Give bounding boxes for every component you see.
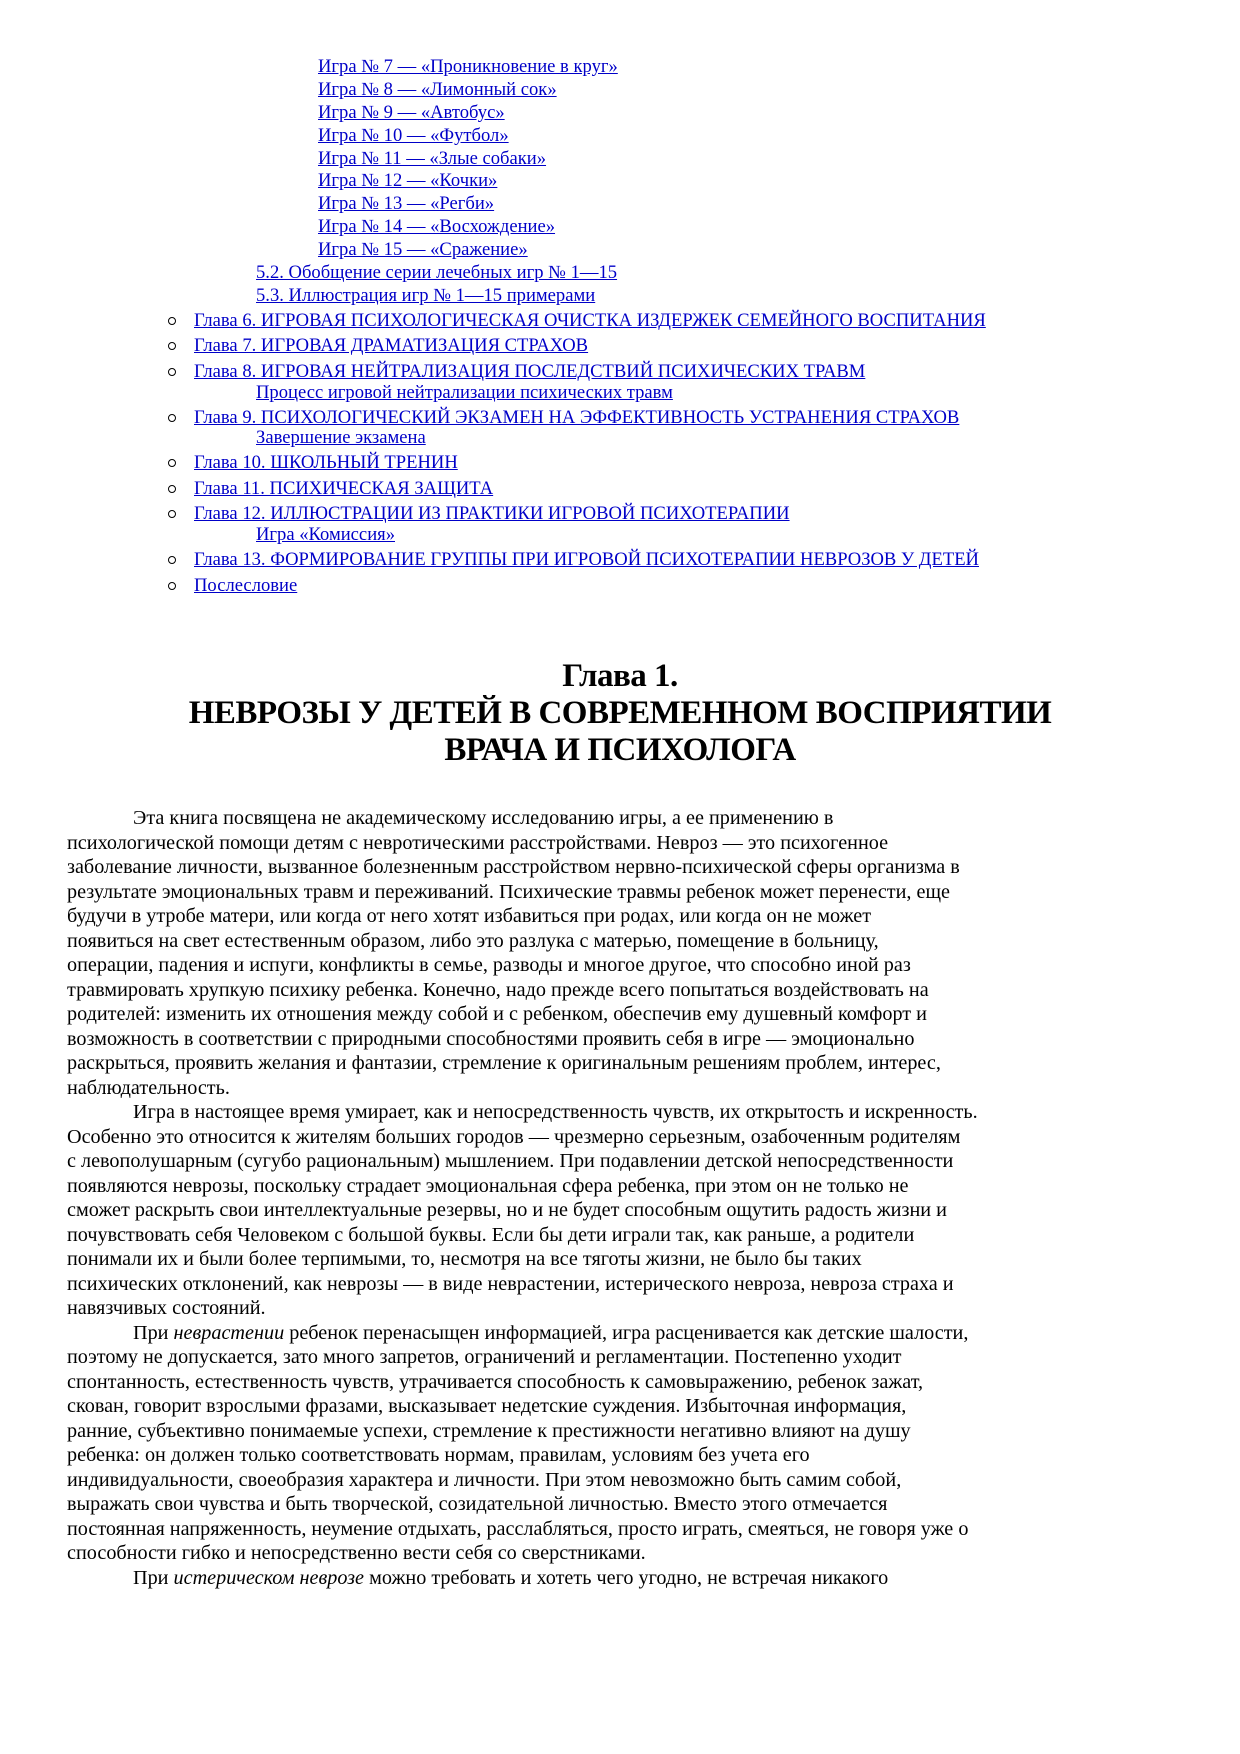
table-of-contents [0,56,1240,598]
toc-link[interactable]: Глава 12. ИЛЛЮСТРАЦИИ ИЗ ПРАКТИКИ ИГРОВОЙ ПСИХОТЕРАПИИ [194,503,790,525]
text-line: с левополушарным (сугубо рациональным) мышлением. При подавлении детской непосредственности [67,1150,954,1172]
toc-game-15 [0,239,1240,262]
text-line: операции, падения и испуги, конфликты в семье, разводы и многое другое, что способно иной раз [67,954,911,976]
toc-link[interactable]: Завершение экзамена [256,427,426,449]
text-line [67,1321,1187,1346]
toc-link[interactable]: Игра № 10 — «Футбол» [318,124,509,146]
toc-section-5-3 [0,285,1240,308]
chapter-heading [0,658,1240,769]
toc-section-5-2 [0,262,1240,285]
text-line: Игра в настоящее время умирает, как и непосредственность чувств, их открытость и искренность. [133,1101,978,1123]
toc-link[interactable]: Глава 9. ПСИХОЛОГИЧЕСКИЙ ЭКЗАМЕН НА ЭФФЕКТИВНОСТЬ УСТРАНЕНИЯ СТРАХОВ [194,406,960,428]
toc-chapter-9-sub [0,428,1240,450]
text-line: почувствовать себя Человеком с большой буквы. Если бы дети играли так, как раньше, а родители [67,1223,915,1246]
circle-bullet-icon [168,582,176,590]
text-line: раскрыться, проявить желания и фантазии, стремление к оригинальным решениям проблем, интерес, [67,1052,941,1074]
toc-link[interactable]: Игра № 15 — «Сражение» [318,239,528,261]
toc-link[interactable]: Глава 11. ПСИХИЧЕСКАЯ ЗАЩИТА [194,477,494,499]
toc-link[interactable]: Глава 8. ИГРОВАЯ НЕЙТРАЛИЗАЦИЯ ПОСЛЕДСТВИЙ ПСИХИЧЕСКИХ ТРАВМ [194,360,866,382]
toc-game-14 [0,216,1240,239]
text-line: результате эмоциональных травм и переживаний. Психические травмы ребенок может перенести, еще [67,880,950,903]
toc-game-13 [0,193,1240,216]
toc-game-9 [0,102,1240,125]
italic-term: истерическом неврозе [173,1566,365,1589]
text-line: психологической помощи детям с невротическими расстройствами. Невроз — это психогенное [67,831,889,854]
text-line: появляются неврозы, поскольку страдает эмоциональная сфера ребенка, при этом он не только не [67,1174,909,1197]
text-line: Особенно это относится к жителям больших городов — чрезмерно серьезным, озабоченным родителям [67,1125,961,1148]
text-line: выражать свои чувства и быть творческой, созидательной личностью. Вместо этого отмечается [67,1493,888,1515]
circle-bullet-icon [168,510,176,518]
toc-link[interactable]: Игра № 8 — «Лимонный сок» [318,78,557,100]
toc-link[interactable]: Игра № 11 — «Злые собаки» [318,147,547,169]
paragraph-2 [67,1100,1187,1321]
text-span: При [133,1321,174,1344]
text-line: спонтанность, естественность чувств, утрачивается способность к самовыражению, ребенок зажат, [67,1370,924,1393]
text-line: ранние, субъективно понимаемые успехи, стремление к престижности негативно влияют на душу [67,1419,911,1442]
toc-game-11 [0,148,1240,171]
toc-chapter-6 [0,308,1240,334]
text-line: появиться на свет естественным образом, либо это разлука с матерью, помещение в больницу, [67,929,879,952]
toc-link[interactable]: Глава 7. ИГРОВАЯ ДРАМАТИЗАЦИЯ СТРАХОВ [194,335,589,357]
text-line: понимали их и были более терпимыми, то, несмотря на все тяготы жизни, не было бы таких [67,1248,862,1270]
text-span: ребенок перенасыщен информацией, игра расценивается как детские шалости, [284,1321,969,1344]
toc-game-7 [0,56,1240,79]
circle-bullet-icon [168,342,176,350]
text-line: ребенка: он должен только соответствовать нормам, правилам, условиям без учета его [67,1444,810,1466]
toc-game-12 [0,170,1240,193]
text-line: постоянная напряженность, неумение отдыхать, расслабляться, просто играть, смеяться, не говоря уже о [67,1517,969,1540]
circle-bullet-icon [168,485,176,493]
chapter-title-line-1: НЕВРОЗЫ У ДЕТЕЙ В СОВРЕМЕННОМ ВОСПРИЯТИИ [188,695,1052,731]
italic-term: неврастении [173,1321,285,1344]
toc-link[interactable]: Послесловие [194,574,298,596]
toc-chapter-12-sub [0,525,1240,547]
circle-bullet-icon [168,368,176,376]
circle-bullet-icon [168,556,176,564]
text-line: возможность в соответствии с природными способностями проявить себя в игре — эмоционально [67,1027,915,1050]
toc-chapter-8-sub [0,383,1240,405]
toc-link[interactable]: Игра № 12 — «Кочки» [318,170,498,192]
toc-link[interactable]: Глава 6. ИГРОВАЯ ПСИХОЛОГИЧЕСКАЯ ОЧИСТКА ИЗДЕРЖЕК СЕМЕЙНОГО ВОСПИТАНИЯ [194,309,986,331]
chapter-title-line-2: ВРАЧА И ПСИХОЛОГА [444,732,796,768]
toc-link[interactable]: Игра № 9 — «Автобус» [318,101,505,123]
body-text [67,806,1187,1590]
chapter-number: Глава 1. [562,658,678,694]
paragraph-1 [67,806,1187,1100]
toc-link[interactable]: Игра «Комиссия» [256,523,395,545]
toc-link[interactable]: Игра № 13 — «Регби» [318,193,495,215]
text-line: индивидуальности, своеобразия характера и личности. При этом невозможно быть самим собой, [67,1468,902,1491]
toc-game-10 [0,125,1240,148]
text-span: При [133,1566,174,1589]
toc-chapter-7 [0,333,1240,359]
text-line: сможет раскрыть свои интеллектуальные резервы, но и не будет способным ощутить радость жизни и [67,1199,947,1221]
paragraph-4 [67,1566,1187,1591]
text-line: наблюдательность. [67,1076,230,1099]
toc-chapter-13 [0,547,1240,573]
toc-link[interactable]: 5.2. Обобщение серии лечебных игр № 1—15 [256,262,618,284]
toc-link[interactable]: Глава 10. ШКОЛЬНЫЙ ТРЕНИН [194,452,458,474]
text-line: родителей: изменить их отношения между собой и с ребенком, обеспечив ему душевный комфорт и [67,1003,927,1025]
toc-chapter-9 [0,405,1240,431]
text-line: будучи в утробе матери, или когда от него хотят избавиться при родах, или когда он не может [67,905,872,927]
toc-game-8 [0,79,1240,102]
circle-bullet-icon [168,459,176,467]
text-span: можно требовать и хотеть чего угодно, не встречая никакого [364,1566,889,1589]
circle-bullet-icon [168,414,176,422]
circle-bullet-icon [168,317,176,325]
text-line: психических отклонений, как неврозы — в виде неврастении, истерического невроза, невроза страха и [67,1272,954,1295]
text-line: скован, говорит взрослыми фразами, высказывает недетские суждения. Избыточная информация, [67,1395,907,1417]
text-line: навязчивых состояний. [67,1297,266,1319]
toc-link[interactable]: Игра № 7 — «Проникновение в круг» [318,56,618,77]
text-line: заболевание личности, вызванное болезненным расстройством нервно-психической сферы организма в [67,856,960,878]
text-line [67,1566,1187,1591]
toc-chapter-11 [0,476,1240,502]
paragraph-3 [67,1321,1187,1566]
toc-link[interactable]: Глава 13. ФОРМИРОВАНИЕ ГРУППЫ ПРИ ИГРОВОЙ ПСИХОТЕРАПИИ НЕВРОЗОВ У ДЕТЕЙ [194,548,979,570]
text-line: травмировать хрупкую психику ребенка. Конечно, надо прежде всего попытаться воздействовать на [67,978,929,1001]
toc-link[interactable]: Процесс игровой нейтрализации психических травм [256,381,673,403]
text-line: поэтому не допускается, зато много запретов, ограничений и регламентации. Постепенно уходит [67,1346,902,1368]
toc-chapter-12 [0,501,1240,527]
toc-link[interactable]: 5.3. Иллюстрация игр № 1—15 примерами [256,284,596,306]
toc-chapter-10 [0,450,1240,476]
toc-afterword [0,573,1240,599]
text-line: способности гибко и непосредственно вести себя со сверстниками. [67,1542,646,1564]
toc-link[interactable]: Игра № 14 — «Восхождение» [318,216,556,238]
text-line: Эта книга посвящена не академическому исследованию игры, а ее применению в [133,807,834,829]
